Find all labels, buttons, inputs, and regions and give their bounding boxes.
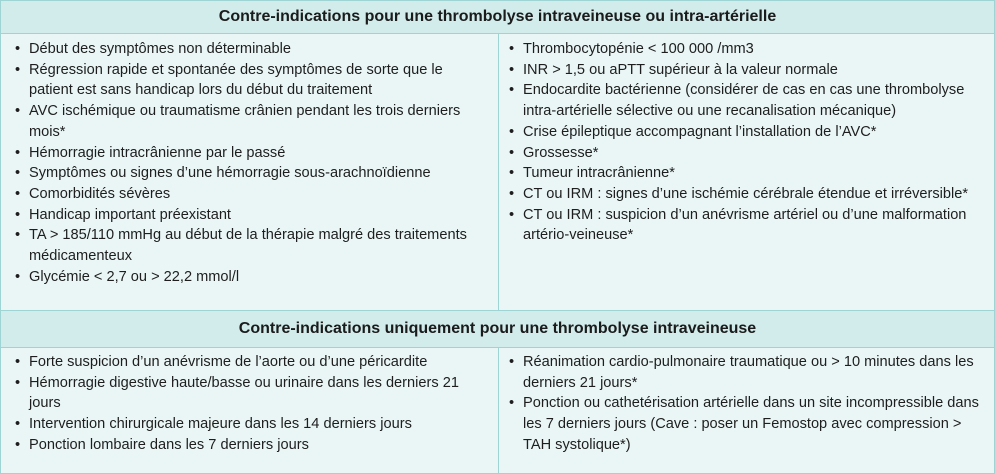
list-item: • INR > 1,5 ou aPTT supérieur à la valeur normale	[509, 60, 979, 81]
section1-title: Contre-indications pour une thrombolyse intraveineuse ou intra-artérielle	[1, 1, 994, 34]
list-item: • Régression rapide et spontanée des symptômes de sorte que le patient est sans handicap lors du début du traitement	[15, 60, 485, 101]
section2-left-column	[15, 352, 485, 456]
column-divider	[498, 347, 499, 473]
list-item: • Réanimation cardio-pulmonaire traumatique ou > 10 minutes dans les derniers 21 jours*	[509, 352, 979, 393]
list-item: • Hémorragie digestive haute/basse ou urinaire dans les derniers 21 jours	[15, 373, 485, 414]
section2-title: Contre-indications uniquement pour une thrombolyse intraveineuse	[1, 310, 994, 348]
list-item: • Thrombocytopénie < 100 000 /mm3	[509, 39, 979, 60]
list-item: • Endocardite bactérienne (considérer de cas en cas une thrombolyse intra-artérielle sélective ou une recanalisation mécanique)	[509, 80, 979, 121]
list-item: • Forte suspicion d’un anévrisme de l’aorte ou d’une péricardite	[15, 352, 485, 373]
list-item: • Tumeur intracrânienne*	[509, 163, 979, 184]
list-item: • Intervention chirurgicale majeure dans les 14 derniers jours	[15, 414, 485, 435]
list-item: • Glycémie < 2,7 ou > 22,2 mmol/l	[15, 267, 485, 288]
list-item: • Hémorragie intracrânienne par le passé	[15, 143, 485, 164]
list-item: • Début des symptômes non déterminable	[15, 39, 485, 60]
list-item: • Comorbidités sévères	[15, 184, 485, 205]
list-item: • Ponction lombaire dans les 7 derniers jours	[15, 435, 485, 456]
list-item: • CT ou IRM : suspicion d’un anévrisme artériel ou d’une malformation artério-veineuse*	[509, 205, 979, 246]
column-divider	[498, 34, 499, 310]
list-item: • Handicap important préexistant	[15, 205, 485, 226]
section1-left-column	[15, 39, 485, 287]
section1-right-column	[509, 39, 979, 246]
list-item: • AVC ischémique ou traumatisme crânien pendant les trois derniers mois*	[15, 101, 485, 142]
list-item: • CT ou IRM : signes d’une ischémie cérébrale étendue et irréversible*	[509, 184, 979, 205]
list-item: • Ponction ou cathetérisation artérielle dans un site incompressible dans les 7 derniers jours (Cave : poser un Femostop avec compression > TAH systolique*)	[509, 393, 979, 455]
list-item: • TA > 185/110 mmHg au début de la thérapie malgré des traitements médicamenteux	[15, 225, 485, 266]
list-item: • Grossesse*	[509, 143, 979, 164]
list-item: • Crise épileptique accompagnant l’installation de l’AVC*	[509, 122, 979, 143]
list-item: • Symptômes ou signes d’une hémorragie sous-arachnoïdienne	[15, 163, 485, 184]
section2-right-column	[509, 352, 979, 456]
